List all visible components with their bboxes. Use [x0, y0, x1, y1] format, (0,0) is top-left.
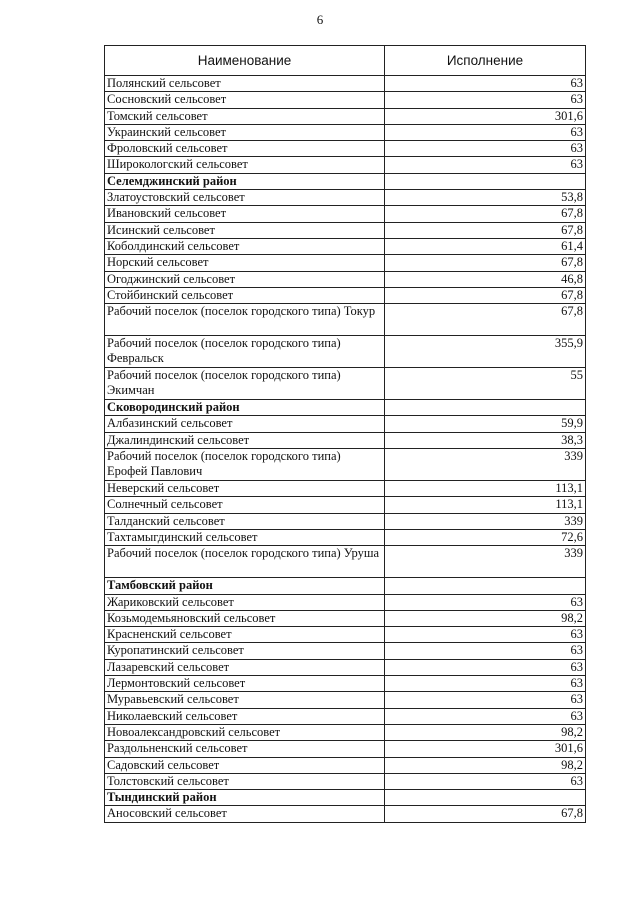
- row-value: 67,8: [385, 806, 586, 822]
- row-value: 63: [385, 141, 586, 157]
- table-row: [105, 773, 586, 789]
- data-table: [104, 45, 586, 823]
- row-name: Лазаревский сельсовет: [105, 659, 385, 675]
- row-name: Ивановский сельсовет: [105, 206, 385, 222]
- row-value: 63: [385, 124, 586, 140]
- table-row: [105, 76, 586, 92]
- row-value: 113,1: [385, 481, 586, 497]
- row-value: 339: [385, 513, 586, 529]
- table-row: [105, 529, 586, 545]
- row-value: 63: [385, 594, 586, 610]
- table-row: [105, 124, 586, 140]
- column-header-value: Исполнение: [385, 46, 586, 76]
- row-value: 55: [385, 368, 586, 400]
- row-value: 53,8: [385, 190, 586, 206]
- table-row: [105, 708, 586, 724]
- table-row: [105, 238, 586, 254]
- row-name: Неверский сельсовет: [105, 481, 385, 497]
- row-name: Аносовский сельсовет: [105, 806, 385, 822]
- table-row: [105, 108, 586, 124]
- row-name: Лермонтовский сельсовет: [105, 676, 385, 692]
- row-value: 339: [385, 546, 586, 578]
- row-name: Муравьевский сельсовет: [105, 692, 385, 708]
- row-name: Норский сельсовет: [105, 255, 385, 271]
- table-row: [105, 676, 586, 692]
- row-value: 38,3: [385, 432, 586, 448]
- table-row: [105, 692, 586, 708]
- row-name: Коболдинский сельсовет: [105, 238, 385, 254]
- table-body: [105, 76, 586, 823]
- table-row: [105, 546, 586, 578]
- table-row: [105, 304, 586, 336]
- row-value: [385, 578, 586, 594]
- table-row: [105, 157, 586, 173]
- table-row: [105, 481, 586, 497]
- row-value: 63: [385, 76, 586, 92]
- row-name: Рабочий поселок (поселок городского типа) Токур: [105, 304, 385, 336]
- table-row: [105, 271, 586, 287]
- row-value: 46,8: [385, 271, 586, 287]
- table-row: [105, 432, 586, 448]
- row-name: Джалиндинский сельсовет: [105, 432, 385, 448]
- row-name: Тахтамыгдинский сельсовет: [105, 529, 385, 545]
- row-name: Солнечный сельсовет: [105, 497, 385, 513]
- row-name: Рабочий поселок (поселок городского типа) Экимчан: [105, 368, 385, 400]
- district-name: Сковородинский район: [105, 400, 385, 416]
- page-number: 6: [316, 12, 324, 27]
- row-value: 59,9: [385, 416, 586, 432]
- table-row: [105, 741, 586, 757]
- table-row: [105, 416, 586, 432]
- row-name: Огоджинский сельсовет: [105, 271, 385, 287]
- row-name: Раздольненский сельсовет: [105, 741, 385, 757]
- row-name: Стойбинский сельсовет: [105, 287, 385, 303]
- row-name: Фроловский сельсовет: [105, 141, 385, 157]
- table-row: [105, 610, 586, 626]
- row-name: Украинский сельсовет: [105, 124, 385, 140]
- row-name: Широкологский сельсовет: [105, 157, 385, 173]
- row-name: Полянский сельсовет: [105, 76, 385, 92]
- row-name: Албазинский сельсовет: [105, 416, 385, 432]
- row-name: Рабочий поселок (поселок городского типа) Ерофей Павлович: [105, 449, 385, 481]
- row-value: 63: [385, 773, 586, 789]
- table-row: [105, 368, 586, 400]
- table-row: [105, 806, 586, 822]
- row-value: 301,6: [385, 741, 586, 757]
- table-row: [105, 206, 586, 222]
- table-row: [105, 594, 586, 610]
- table-row: [105, 190, 586, 206]
- table-row: [105, 141, 586, 157]
- row-name: Козьмодемьяновский сельсовет: [105, 610, 385, 626]
- district-header-row: [105, 400, 586, 416]
- row-name: Садовский сельсовет: [105, 757, 385, 773]
- row-value: 63: [385, 708, 586, 724]
- row-value: 67,8: [385, 304, 586, 336]
- district-header-row: [105, 173, 586, 189]
- row-value: 63: [385, 659, 586, 675]
- district-name: Тындинский район: [105, 790, 385, 806]
- row-value: 67,8: [385, 206, 586, 222]
- table-row: [105, 287, 586, 303]
- row-name: Куропатинский сельсовет: [105, 643, 385, 659]
- table-header-row: [105, 46, 586, 76]
- row-name: Томский сельсовет: [105, 108, 385, 124]
- table-row: [105, 255, 586, 271]
- table-row: [105, 92, 586, 108]
- table-row: [105, 627, 586, 643]
- row-value: 339: [385, 449, 586, 481]
- row-name: Жариковский сельсовет: [105, 594, 385, 610]
- row-name: Сосновский сельсовет: [105, 92, 385, 108]
- row-value: 67,8: [385, 287, 586, 303]
- district-name: Селемджинский район: [105, 173, 385, 189]
- table-row: [105, 497, 586, 513]
- row-value: 98,2: [385, 757, 586, 773]
- row-value: 63: [385, 676, 586, 692]
- row-value: 98,2: [385, 724, 586, 740]
- row-value: [385, 790, 586, 806]
- row-value: 67,8: [385, 222, 586, 238]
- district-header-row: [105, 790, 586, 806]
- row-name: Красненский сельсовет: [105, 627, 385, 643]
- row-value: [385, 173, 586, 189]
- row-value: 63: [385, 92, 586, 108]
- row-name: Толстовский сельсовет: [105, 773, 385, 789]
- row-value: 98,2: [385, 610, 586, 626]
- table-row: [105, 757, 586, 773]
- table-row: [105, 659, 586, 675]
- row-name: Рабочий поселок (поселок городского типа) Уруша: [105, 546, 385, 578]
- row-value: 355,9: [385, 336, 586, 368]
- row-name: Златоустовский сельсовет: [105, 190, 385, 206]
- column-header-name: Наименование: [105, 46, 385, 76]
- row-name: Рабочий поселок (поселок городского типа) Февральск: [105, 336, 385, 368]
- row-name: Исинский сельсовет: [105, 222, 385, 238]
- row-value: 63: [385, 643, 586, 659]
- row-value: 61,4: [385, 238, 586, 254]
- row-name: Новоалександровский сельсовет: [105, 724, 385, 740]
- table-row: [105, 513, 586, 529]
- row-value: 63: [385, 627, 586, 643]
- row-value: 63: [385, 157, 586, 173]
- table-row: [105, 643, 586, 659]
- row-value: 67,8: [385, 255, 586, 271]
- table-row: [105, 222, 586, 238]
- table-row: [105, 336, 586, 368]
- district-name: Тамбовский район: [105, 578, 385, 594]
- table-row: [105, 724, 586, 740]
- row-value: 113,1: [385, 497, 586, 513]
- row-name: Талданский сельсовет: [105, 513, 385, 529]
- row-name: Николаевский сельсовет: [105, 708, 385, 724]
- row-value: 301,6: [385, 108, 586, 124]
- row-value: 72,6: [385, 529, 586, 545]
- row-value: 63: [385, 692, 586, 708]
- row-value: [385, 400, 586, 416]
- table-row: [105, 449, 586, 481]
- district-header-row: [105, 578, 586, 594]
